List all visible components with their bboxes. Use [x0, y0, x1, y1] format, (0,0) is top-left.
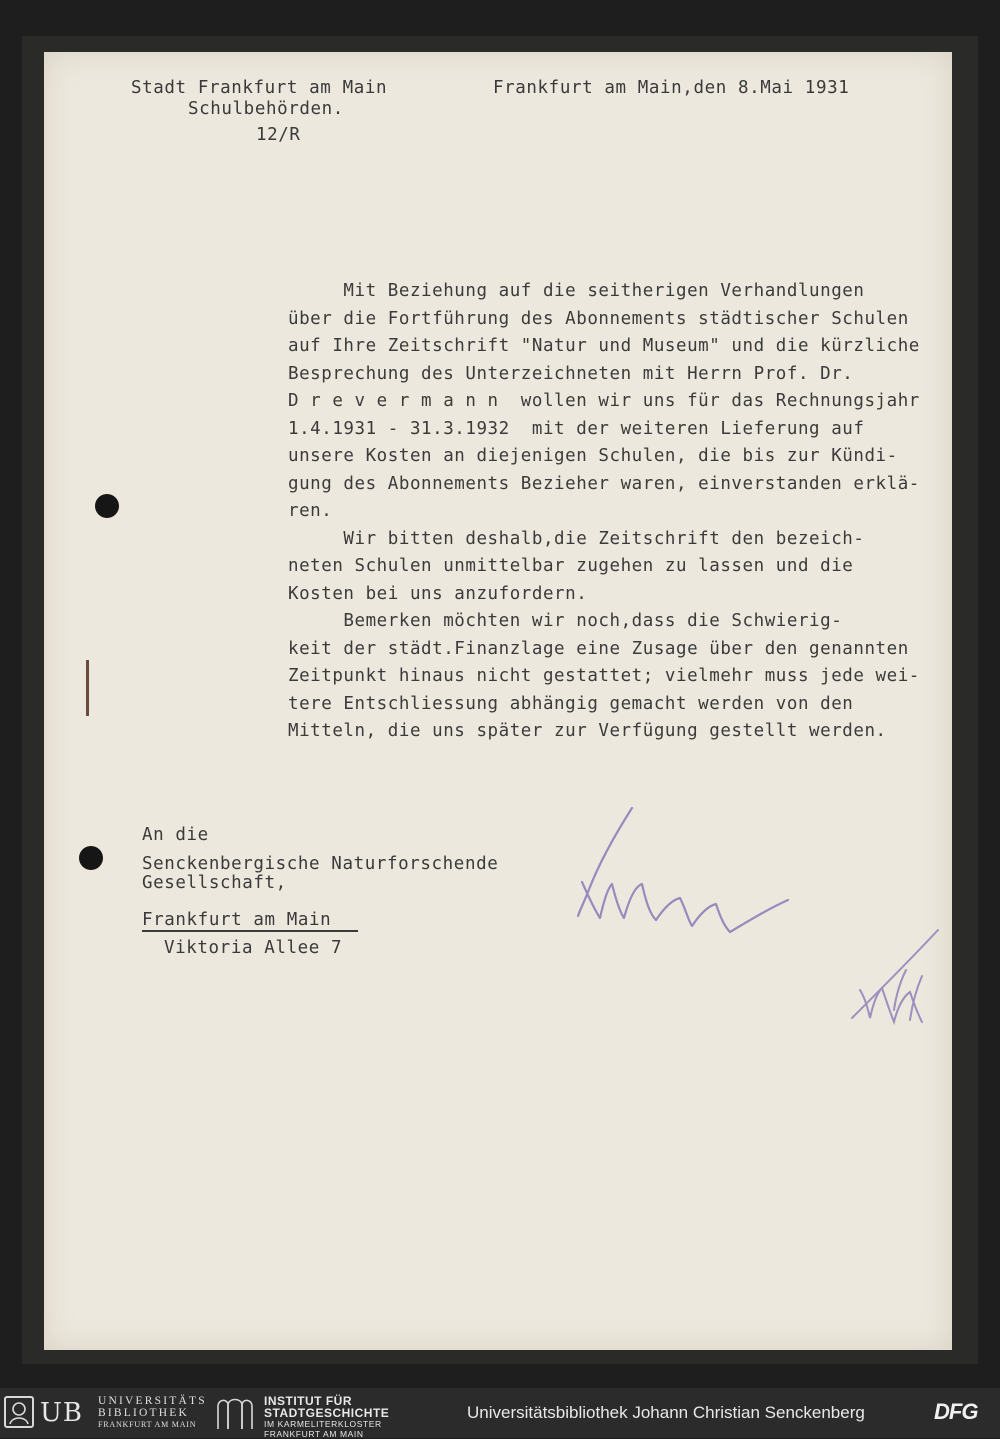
body-line: gung des Abonnements Bezieher waren, einverstanden erklä-: [288, 473, 920, 494]
reference-number: 12/R: [256, 125, 301, 145]
recipient-name-1: Senckenbergische Naturforschende: [142, 854, 499, 874]
ub-line-2: BIBLIOTHEK: [98, 1406, 189, 1419]
body-line: Wir bitten deshalb,die Zeitschrift den bezeich-: [288, 528, 865, 549]
ub-line-1: UNIVERSITÄTS: [98, 1395, 207, 1407]
body-line: tere Entschliessung abhängig gemacht werden von den: [288, 693, 854, 714]
recipient-city: Frankfurt am Main: [142, 910, 332, 930]
inst-line-1: INSTITUT FÜR: [264, 1394, 352, 1408]
inst-line-4: FRANKFURT AM MAIN: [264, 1428, 364, 1439]
dfg-logo: DFG: [934, 1399, 978, 1424]
recipient-intro: An die: [142, 825, 209, 845]
ub-logo-text: [98, 1396, 207, 1429]
institute-logo-text: [264, 1395, 389, 1438]
ub-crest-icon: [4, 1396, 34, 1428]
body-line: keit der städt.Finanzlage eine Zusage über den genannten: [288, 638, 909, 659]
library-name: Universitätsbibliothek Johann Christian Senckenberg: [467, 1403, 865, 1422]
letter-body: [288, 278, 938, 746]
city-underline: [142, 930, 358, 932]
body-line: Zeitpunkt hinaus nicht gestattet; vielmehr muss jede wei-: [288, 666, 920, 686]
body-line: Bemerken möchten wir noch,dass die Schwierig-: [288, 611, 843, 631]
inst-line-2: STADTGESCHICHTE: [264, 1406, 390, 1420]
body-line: 1.4.1931 - 31.3.1932 mit der weiteren Lieferung auf: [288, 418, 865, 439]
body-line: auf Ihre Zeitschrift "Natur und Museum" und die kürzliche: [288, 336, 920, 356]
handwritten-signature: [560, 800, 960, 1040]
body-line: Besprechung des Unterzeichneten mit Herrn Prof. Dr.: [288, 363, 854, 384]
institute-building-icon: [214, 1396, 256, 1430]
punch-hole-top: [95, 494, 119, 518]
punch-hole-bottom: [79, 846, 103, 870]
body-line: unsere Kosten an diejenigen Schulen, die bis zur Kündi-: [288, 446, 898, 466]
footer-bar: [0, 1388, 1000, 1438]
place-date: Frankfurt am Main,den 8.Mai 1931: [493, 78, 850, 98]
body-line: über die Fortführung des Abonnements städtischer Schulen: [288, 308, 909, 329]
body-line: D r e v e r m a n n wollen wir uns für das Rechnungsjahr: [288, 391, 920, 411]
inst-line-3: IM KARMELITERKLOSTER: [264, 1419, 382, 1429]
ub-line-3: FRANKFURT AM MAIN: [98, 1420, 197, 1429]
ub-logo: UB: [40, 1398, 84, 1428]
body-line: Mit Beziehung auf die seitherigen Verhandlungen: [288, 281, 865, 301]
body-line: ren.: [288, 501, 333, 521]
recipient-street: Viktoria Allee 7: [164, 938, 343, 958]
sender-line-2: Schulbehörden.: [188, 99, 344, 119]
sender-line-1: Stadt Frankfurt am Main: [131, 78, 388, 98]
recipient-name-2: Gesellschaft,: [142, 873, 287, 893]
body-line: Kosten bei uns anzufordern.: [288, 583, 588, 604]
body-line: neten Schulen unmittelbar zugehen zu lassen und die: [288, 556, 854, 576]
margin-mark: [86, 660, 89, 716]
body-line: Mitteln, die uns später zur Verfügung gestellt werden.: [288, 721, 887, 741]
